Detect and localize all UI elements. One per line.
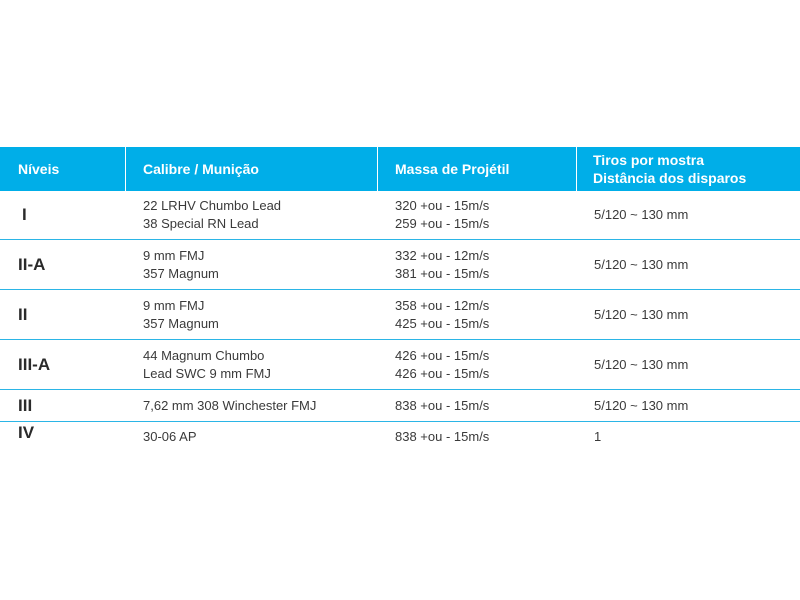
mass-line: 426 +ou - 15m/s bbox=[395, 347, 490, 363]
caliber-line: 44 Magnum Chumbo bbox=[143, 347, 265, 363]
caliber-line: 30-06 AP bbox=[143, 429, 197, 444]
mass-cell bbox=[378, 290, 577, 339]
header-levels: Níveis bbox=[0, 147, 126, 191]
caliber-line: Lead SWC 9 mm FMJ bbox=[143, 365, 271, 381]
mass-cell bbox=[378, 191, 577, 239]
shots-cell: 1 bbox=[594, 429, 602, 444]
level-cell: III-A bbox=[18, 354, 51, 374]
mass-cell bbox=[378, 422, 577, 454]
mass-cell bbox=[378, 240, 577, 289]
table-row bbox=[0, 390, 800, 422]
caliber-line: 9 mm FMJ bbox=[143, 247, 205, 263]
mass-line: 425 +ou - 15m/s bbox=[395, 315, 490, 331]
shots-cell: 5/120 ~ 130 mm bbox=[594, 306, 689, 322]
table-row bbox=[0, 240, 800, 290]
caliber-line: 9 mm FMJ bbox=[143, 297, 205, 313]
shots-cell: 5/120 ~ 130 mm bbox=[594, 397, 689, 413]
header-shots-line1: Tiros por mostra bbox=[593, 152, 704, 168]
table-row bbox=[0, 191, 800, 240]
caliber-cell bbox=[126, 340, 378, 389]
mass-line: 838 +ou - 15m/s bbox=[395, 397, 490, 413]
mass-line: 838 +ou - 15m/s bbox=[395, 429, 490, 444]
level-cell: IV bbox=[18, 423, 35, 442]
shots-cell: 5/120 ~ 130 mm bbox=[594, 356, 689, 372]
header-caliber: Calibre / Munição bbox=[126, 147, 378, 191]
level-cell: II-A bbox=[18, 254, 46, 274]
caliber-cell bbox=[126, 422, 378, 454]
mass-line: 332 +ou - 12m/s bbox=[395, 247, 490, 263]
mass-line: 381 +ou - 15m/s bbox=[395, 265, 490, 281]
shots-cell: 5/120 ~ 130 mm bbox=[594, 207, 689, 222]
caliber-line: 22 LRHV Chumbo Lead bbox=[143, 198, 282, 213]
table-row bbox=[0, 340, 800, 390]
caliber-line: 7,62 mm 308 Winchester FMJ bbox=[143, 397, 317, 413]
mass-cell bbox=[378, 340, 577, 389]
table-row bbox=[0, 422, 800, 454]
caliber-cell bbox=[126, 191, 378, 239]
table-row bbox=[0, 290, 800, 340]
caliber-cell bbox=[126, 390, 378, 421]
caliber-line: 38 Special RN Lead bbox=[143, 216, 259, 231]
header-shots bbox=[577, 147, 800, 191]
level-cell: III bbox=[18, 395, 33, 415]
mass-line: 358 +ou - 12m/s bbox=[395, 297, 490, 313]
caliber-line: 357 Magnum bbox=[143, 265, 219, 281]
shots-cell: 5/120 ~ 130 mm bbox=[594, 256, 689, 272]
mass-line: 259 +ou - 15m/s bbox=[395, 216, 490, 231]
header-shots-line2: Distância dos disparos bbox=[593, 170, 747, 186]
mass-cell bbox=[378, 390, 577, 421]
caliber-cell bbox=[126, 240, 378, 289]
mass-line: 320 +ou - 15m/s bbox=[395, 198, 490, 213]
caliber-line: 357 Magnum bbox=[143, 315, 219, 331]
level-cell: I bbox=[22, 205, 27, 224]
caliber-cell bbox=[126, 290, 378, 339]
protection-levels-table bbox=[0, 147, 800, 454]
header-mass: Massa de Projétil bbox=[378, 147, 577, 191]
table-header bbox=[0, 147, 800, 191]
level-cell: II bbox=[18, 304, 28, 324]
mass-line: 426 +ou - 15m/s bbox=[395, 365, 490, 381]
